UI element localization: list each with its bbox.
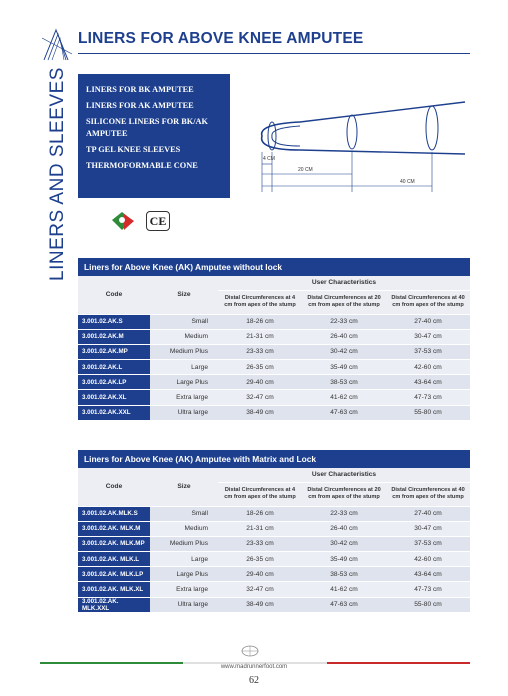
col-header-user-characteristics: User Characteristics [218, 468, 470, 482]
size-value: Medium [150, 329, 218, 344]
product-code: 3.001.02.AK.XXL [78, 405, 150, 420]
col-header-circ-40cm: Distal Circumferences at 40 cm from apex of the stump [386, 290, 470, 314]
circ-20cm-value: 30-42 cm [302, 344, 386, 359]
nav-item-silicone-liners[interactable]: SILICONE LINERS FOR BK/AK AMPUTEE [86, 117, 208, 138]
circ-40cm-value: 27-40 cm [386, 506, 470, 521]
circ-4cm-value: 38-49 cm [218, 597, 302, 612]
product-code: 3.001.02.AK.MLK.S [78, 506, 150, 521]
product-code: 3.001.02.AK. MLK.L [78, 552, 150, 567]
circ-20cm-value: 41-62 cm [302, 582, 386, 597]
nav-item-bk-liners[interactable]: LINERS FOR BK AMPUTEE [86, 85, 194, 94]
footer-website-link[interactable]: www.madrunnerfoot.com [220, 664, 288, 670]
footer-globe-icon [236, 644, 264, 658]
circ-4cm-value: 32-47 cm [218, 582, 302, 597]
table-row [78, 506, 470, 521]
size-value: Ultra large [150, 597, 218, 612]
size-value: Small [150, 506, 218, 521]
circ-4cm-value: 18-26 cm [218, 314, 302, 329]
table-heading: Liners for Above Knee (AK) Amputee without lock [78, 258, 470, 276]
size-value: Medium [150, 521, 218, 536]
nav-item-thermoformable-cone[interactable]: THERMOFORMABLE CONE [86, 161, 198, 170]
circ-20cm-value: 47-63 cm [302, 597, 386, 612]
col-header-circ-4cm: Distal Circumferences at 4 cm from apex of the stump [218, 482, 302, 506]
product-code: 3.001.02.AK.MP [78, 344, 150, 359]
product-code: 3.001.02.AK.XL [78, 390, 150, 405]
col-header-code: Code [78, 276, 150, 314]
col-header-size: Size [150, 468, 218, 506]
product-code: 3.001.02.AK.LP [78, 375, 150, 390]
product-nav-box [78, 74, 230, 198]
col-header-circ-4cm: Distal Circumferences at 4 cm from apex of the stump [218, 290, 302, 314]
circ-20cm-value: 26-40 cm [302, 329, 386, 344]
size-value: Extra large [150, 390, 218, 405]
product-code: 3.001.02.AK.M [78, 329, 150, 344]
circ-20cm-value: 30-42 cm [302, 536, 386, 551]
size-value: Large Plus [150, 567, 218, 582]
product-code: 3.001.02.AK. MLK.MP [78, 536, 150, 551]
diagram-label-4cm: 4 CM [263, 156, 275, 162]
col-header-circ-20cm: Distal Circumferences at 20 cm from apex of the stump [302, 290, 386, 314]
circ-4cm-value: 29-40 cm [218, 375, 302, 390]
circ-20cm-value: 35-49 cm [302, 552, 386, 567]
section-side-title [38, 67, 78, 281]
circ-40cm-value: 47-73 cm [386, 582, 470, 597]
product-code: 3.001.02.AK. MLK.XL [78, 582, 150, 597]
table-ak-matrix-lock [78, 450, 470, 613]
circ-20cm-value: 22-33 cm [302, 506, 386, 521]
circ-40cm-value: 47-73 cm [386, 390, 470, 405]
circ-20cm-value: 47-63 cm [302, 405, 386, 420]
product-code: 3.001.02.AK. MLK.M [78, 521, 150, 536]
circ-40cm-value: 37-53 cm [386, 536, 470, 551]
circ-20cm-value: 22-33 cm [302, 314, 386, 329]
table-row [78, 405, 470, 420]
col-header-size: Size [150, 276, 218, 314]
table-row [78, 375, 470, 390]
circ-4cm-value: 18-26 cm [218, 506, 302, 521]
circ-40cm-value: 27-40 cm [386, 314, 470, 329]
title-divider [78, 53, 470, 54]
circ-4cm-value: 23-33 cm [218, 344, 302, 359]
circ-4cm-value: 21-31 cm [218, 521, 302, 536]
circ-4cm-value: 23-33 cm [218, 536, 302, 551]
circ-4cm-value: 29-40 cm [218, 567, 302, 582]
page-number: 62 [249, 675, 259, 686]
table-row [78, 360, 470, 375]
size-value: Small [150, 314, 218, 329]
table-row [78, 344, 470, 359]
size-value: Large [150, 360, 218, 375]
circ-4cm-value: 26-35 cm [218, 552, 302, 567]
size-value: Extra large [150, 582, 218, 597]
circ-40cm-value: 30-47 cm [386, 329, 470, 344]
liner-measurement-diagram [250, 90, 470, 200]
diagram-label-40cm: 40 CM [400, 179, 415, 185]
size-value: Large Plus [150, 375, 218, 390]
product-code: 3.001.02.AK.L [78, 360, 150, 375]
table-row [78, 314, 470, 329]
side-title-text: LINERS AND SLEEVES [47, 67, 68, 281]
product-code: 3.001.02.AK.S [78, 314, 150, 329]
nav-item-knee-sleeves[interactable]: TP GEL KNEE SLEEVES [86, 145, 181, 154]
table-row [78, 521, 470, 536]
table-heading: Liners for Above Knee (AK) Amputee with Matrix and Lock [78, 450, 470, 468]
circ-4cm-value: 32-47 cm [218, 390, 302, 405]
col-header-circ-20cm: Distal Circumferences at 20 cm from apex of the stump [302, 482, 386, 506]
size-value: Medium Plus [150, 536, 218, 551]
circ-20cm-value: 35-49 cm [302, 360, 386, 375]
page-title: LINERS FOR ABOVE KNEE AMPUTEE [78, 30, 364, 47]
circ-20cm-value: 41-62 cm [302, 390, 386, 405]
diagram-label-20cm: 20 CM [298, 167, 313, 173]
nav-item-ak-liners[interactable]: LINERS FOR AK AMPUTEE [86, 101, 194, 110]
circ-4cm-value: 21-31 cm [218, 329, 302, 344]
product-code: 3.001.02.AK. MLK.XXL [78, 597, 150, 612]
circ-20cm-value: 26-40 cm [302, 521, 386, 536]
circ-40cm-value: 37-53 cm [386, 344, 470, 359]
circ-20cm-value: 38-53 cm [302, 375, 386, 390]
circ-40cm-value: 30-47 cm [386, 521, 470, 536]
circ-40cm-value: 55-80 cm [386, 405, 470, 420]
product-code: 3.001.02.AK. MLK.LP [78, 567, 150, 582]
size-value: Large [150, 552, 218, 567]
col-header-circ-40cm: Distal Circumferences at 40 cm from apex of the stump [386, 482, 470, 506]
circ-40cm-value: 42-60 cm [386, 552, 470, 567]
brand-logo-icon [42, 28, 72, 62]
table-row [78, 552, 470, 567]
table-row [78, 536, 470, 551]
table-row [78, 329, 470, 344]
circ-40cm-value: 43-64 cm [386, 375, 470, 390]
table-ak-without-lock [78, 258, 470, 421]
circ-4cm-value: 38-49 cm [218, 405, 302, 420]
circ-40cm-value: 43-64 cm [386, 567, 470, 582]
table-row [78, 582, 470, 597]
circ-40cm-value: 42-60 cm [386, 360, 470, 375]
circ-20cm-value: 38-53 cm [302, 567, 386, 582]
size-value: Ultra large [150, 405, 218, 420]
col-header-user-characteristics: User Characteristics [218, 276, 470, 290]
table-row [78, 390, 470, 405]
table-row [78, 567, 470, 582]
col-header-code: Code [78, 468, 150, 506]
circ-40cm-value: 55-80 cm [386, 597, 470, 612]
size-value: Medium Plus [150, 344, 218, 359]
table-row [78, 597, 470, 612]
ce-mark-badge: CE [146, 211, 170, 231]
circ-4cm-value: 26-35 cm [218, 360, 302, 375]
